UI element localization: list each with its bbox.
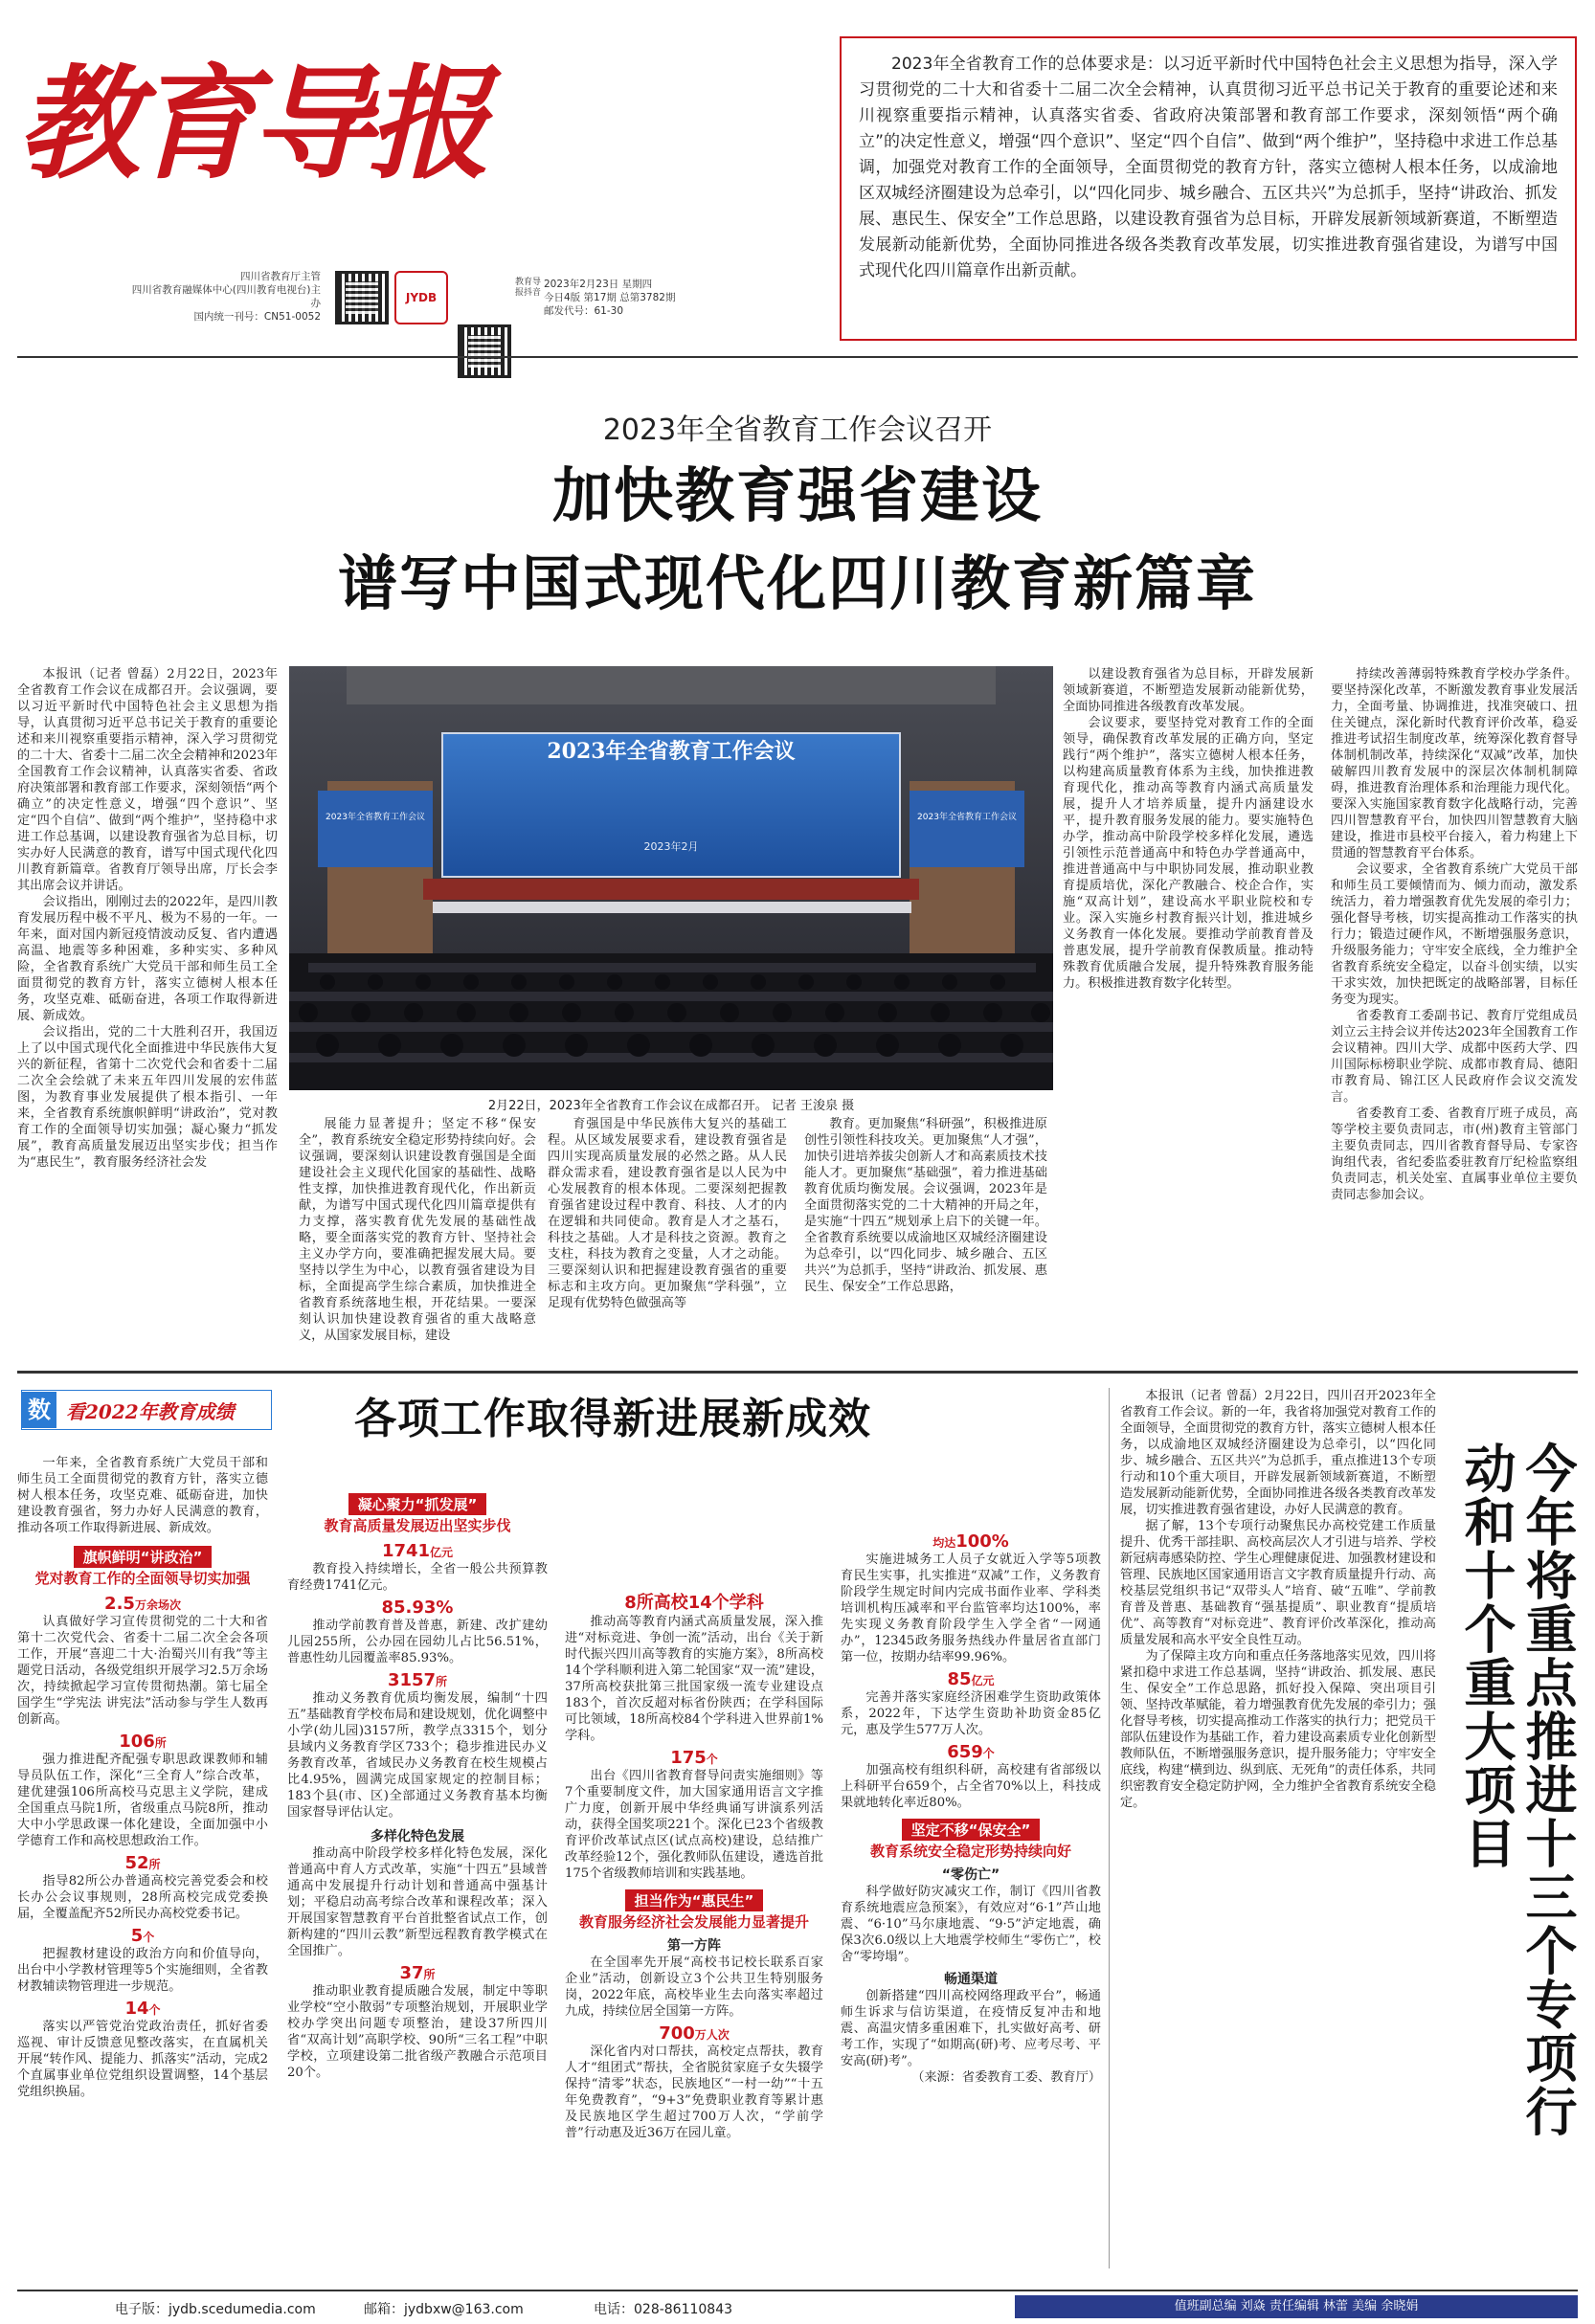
side-story-text <box>1120 1388 1436 2268</box>
section-divider <box>17 1371 1578 1374</box>
masthead-divider <box>17 356 1578 358</box>
photo-screen-right: 2023年全省教育工作会议 <box>917 813 1017 822</box>
stat-100: 均达100% <box>932 1531 1009 1552</box>
lead-headline-2: 谱写中国式现代化四川教育新篇章 <box>337 548 1257 618</box>
block2-sub: 教育高质量发展迈出坚实步伐 <box>324 1517 511 1534</box>
lead-col-5 <box>1063 666 1314 1355</box>
text-5: 把握教材建设的政治方向和价值导向，出台中小学教材管理等5个实施细则，全省教材教辅读物管理进一步规范。 <box>17 1947 268 1994</box>
block3-sub: 教育服务经济社会发展能力显著提升 <box>578 1913 809 1931</box>
sub-diverse: 多样化特色发展 <box>371 1829 464 1844</box>
text-first: 在全国率先开展“高校书记校长联系百家企业”活动，创新设立3个公共卫生特别服务岗，2022年底，高校毕业生去向落实率超过九成，持续位居全国第一方阵。 <box>565 1955 823 2019</box>
achievements-title: 各项工作取得新进展新成效 <box>354 1395 871 1443</box>
text-diverse: 推动高中阶段学校多样化特色发展，深化普通高中育人方式改革，实施“十四五”县域普通高中发展提升行动计划和普通高中强基计划；平稳启动高考综合改革和课程改革；深入开展国家智慧教育平台首批整省试点工作，创新构建的“四川云教”新型远程教育教学模式在全国推广。 <box>287 1846 548 1958</box>
photo-screen-left: 2023年全省教育工作会议 <box>326 813 425 822</box>
block2-banner: 凝心聚力“抓发展” <box>348 1493 487 1515</box>
lead-col-3 <box>548 1116 787 1355</box>
text-zero: 科学做好防灾减灾工作，制订《四川省教育系统地震应急预案》，有效应对“6·1”芦山地震、“6·10”马尔康地震、“9·5”泸定地震，确保3次6.0级以上大地震学校师生“零伤亡”，校舍“零垮塌”。 <box>841 1885 1101 1964</box>
stat-1741: 1741亿元 <box>381 1541 454 1561</box>
text-175: 出台《四川省教育督导问责实施细则》等7个重要制度文件，加大国家通用语言文字推广力度，创新开展中华经典诵写讲演系列活动，获得全国奖项221个。深化已23个省级教育评价改革试点区(试点高校)建设，总结推广改革经验12个，强化教师队伍建设，遴选首批175个省级教师培训和实践基地。 <box>565 1769 823 1881</box>
footer-divider <box>17 2290 1578 2291</box>
text-700: 深化省内对口帮扶，高校定点帮扶，教育人才“组团式”帮扶，全省脱贫家庭子女失辍学保持“清零”状态，民族地区“一村一幼”“十五年免费教育”，“9+3”免费职业教育等累计惠及民族地区学生超过700万人次，“学前学普”行动惠及近36万在园儿童。 <box>565 2045 823 2140</box>
issue-info <box>544 278 726 318</box>
text-3157: 推动义务教育优质均衡发展，编制“十四五”基础教育学校布局和建设规划，优化调整中小学(幼儿园)3157所，教学点3315个，划分县域内义务教育学区733个；稳步推进民办义务教育改革，省域民办义务教育在校生规模占比4.95%，圆满完成国家规定的控制目标；183个县(市、区)全部通过义务教育基本均衡国家督导评估认定。 <box>287 1691 548 1820</box>
footer-phone: 电话：028-86110843 <box>594 2302 733 2317</box>
qr-code-1[interactable] <box>335 271 389 324</box>
side-para-2: 据了解，13个专项行动聚焦民办高校党建工作质量提升、优秀干部挂职、高校高层次人才引进与培养、学校新冠病毒感染防控、学生心理健康促进、加强教材建设和管理、民族地区国家通用语言文字教育质量提升行动、高校基层党组织书记“双带头人”培育、破“五唯”、学前教育普及普惠、基础教育“强基提质”、职业教育“提质培优”、高等教育“对标竞进”、教育评价改革深化，推动高质量发展和高水平安全良性互动。 <box>1120 1519 1436 1647</box>
logo-mark: JYDB <box>394 271 448 324</box>
summary-box: 2023年全省教育工作的总体要求是：以习近平新时代中国特色社会主义思想为指导，深入学习贯彻党的二十大和省委十二届二次全会精神，认真贯彻习近平总书记关于教育的重要论述和来川视察重要指示精神，认真落实省委、省政府决策部署和教育部工作要求，深刻领悟“两个确立”的决定性意义，增强“四个意识”、坚定“四个自信”、做到“两个维护”，坚持稳中求进工作总基调，加强党对教育工作的全面领导，全面贯彻党的教育方针，落实立德树人根本任务，以成渝地区双城经济圈建设为总牵引，以“四化同步、城乡融合、五区共兴”为总抓手，坚持“讲政治、抓发展、惠民生、保安全”工作总思路，以建设教育强省为总目标，开辟发展新领域新赛道，不断塑造发展新动能新优势，全面协同推进各级各类教育改革发展，切实推进教育强省建设，为谱写中国式现代化四川篇章作出新贡献。 <box>840 36 1577 341</box>
qr-code-2[interactable] <box>458 324 511 378</box>
stat-25: 2.5万余场次 <box>104 1594 181 1614</box>
text-659: 加强高校有组织科研，高校建有省部级以上科研平台659个，占全省70%以上，科技成果就地转化率近80%。 <box>841 1763 1101 1810</box>
lead-col6-para: 会议要求，全省教育系统广大党员干部和师生员工要倾情而为、倾力而动，激发系统活力，着力增强教育优先发展的牵引力；强化督导考核，切实提高推动工作落实的执行力；锻造过硬作风，不断增强服务意识，升级服务能力；守牢安全底线，全力维护全省教育系统安全稳定，以奋斗创实绩，以实干求实效，加快把既定的战略部署，目标任务变为现实。 <box>1331 862 1578 1007</box>
stat-659: 659个 <box>947 1742 995 1762</box>
photo-date: 2023年2月 <box>643 840 699 853</box>
conference-photo <box>289 666 1053 1090</box>
qr-label-2: 教育导报抖音 <box>515 278 542 298</box>
lead-col-2 <box>299 1116 536 1355</box>
stat-700: 700万人次 <box>659 2023 730 2044</box>
photo-caption: 2月22日，2023年全省教育工作会议在成都召开。 记者 王浚泉 摄 <box>487 1099 855 1113</box>
stat-37: 37所 <box>399 1963 436 1983</box>
lead-col1-para: 会议指出，党的二十大胜利召开，我国迈上了以中国式现代化全面推进中华民族伟大复兴的新征程，省第十二次党代会和省委十二届二次全会绘就了未来五年四川发展的宏伟蓝图，为教育事业发展提供了根本指引、一年来，全省教育系统旗帜鲜明“讲政治”，党对教育工作的全面领导切实加强；凝心聚力“抓发展”，教育高质量发展迈出坚实步伐；担当作为“惠民生”，教育服务经济社会发 <box>17 1025 278 1170</box>
lead-col4-para: 教育。更加聚焦“科研强”，积极推进原创性引领性科技攻关。更加聚焦“人才强”，加快引进培养拔尖创新人才和高素质技术技能人才。更加聚焦“基础强”，着力推进基础教育优质均衡发展。会议强调，2023年是全面贯彻落实党的二十大精神的开局之年，是实施“十四五”规划承上启下的关键一年。全省教育系统要以成渝地区双城经济圈建设为总牵引，以“四化同步、城乡融合、五区共兴”为总抓手，坚持“讲政治、抓发展、惠民生、保安全”工作总思路， <box>804 1117 1047 1294</box>
lead-col1-para: 本报讯（记者 曾磊）2月22日，2023年全省教育工作会议在成都召开。会议强调，要以习近平新时代中国特色社会主义思想为指导，认真贯彻习近平总书记关于教育的重要论述和来川视察重要指示精神，深入学习贯彻党的二十大、省委十二届二次全会精神和2023年全国教育工作会议精神，认真落实省委、省政府决策部署和教育部工作要求，深刻领悟“两个确立”的决定性意义，增强“四个意识”、坚定“四个自信”、做到“两个维护”，坚持稳中求进工作总基调，以建设教育强省为总目标，切实办好人民满意的教育，谱写中国式现代化四川教育新篇章。省教育厅领导出席，厅长会李其出席会议并讲话。 <box>17 667 278 893</box>
photo-banner: 2023年全省教育工作会议 <box>547 739 796 764</box>
stat-8-14: 8所高校14个学科 <box>624 1593 764 1613</box>
footer-editors: 值班副总编 刘焱 责任编辑 林蕾 美编 余晓娟 <box>1015 2295 1578 2318</box>
text-14: 落实以严管党治党政治责任，抓好省委巡视、审计反馈意见整改落实，在直属机关开展“转作风、提能力、抓落实”活动，完成2个直属事业单位党组织设置调整，14个基层党组织换届。 <box>17 2020 268 2099</box>
text-smooth: 创新搭建“四川高校网络理政平台”，畅通师生诉求与信访渠道，在疫情反复冲击和地震、高温灾情多重困难下，扎实做好高考、研考工作，实现了“如期高(研)考、应考尽考、平安高(研)考”。 <box>841 1989 1101 2068</box>
sub-first: 第一方阵 <box>667 1938 721 1954</box>
lead-headline-1: 加快教育强省建设 <box>551 460 1043 530</box>
postal-code: 邮发代号：61-30 <box>544 305 624 317</box>
text-85: 完善并落实家庭经济困难学生资助政策体系，2022年，下达学生资助补助资金85亿元，惠及学生577万人次。 <box>841 1690 1101 1737</box>
stat-14: 14个 <box>124 1999 161 2019</box>
sponsor-info <box>129 270 321 324</box>
side-divider <box>1109 1388 1110 2268</box>
achievements-col-d <box>841 1455 1101 2268</box>
stat-106: 106所 <box>119 1732 167 1752</box>
footer-web[interactable]: 电子版：jydb.scedumedia.com <box>115 2302 316 2317</box>
lead-col1-para: 会议指出，刚刚过去的2022年，是四川教育发展历程中极不平凡、极为不易的一年。一年来，面对国内新冠疫情波动反复、省内遭遇高温、地震等多种困难，多种实实、多种风险，全省教育系统广大党员干部和师生员工全面贯彻党的教育方针，落实立德树人根本任务，攻坚克难、砥砺奋进，各项工作取得新进展、新成效。 <box>17 895 278 1023</box>
source-note: （来源：省委教育工委、教育厅） <box>911 2070 1101 2085</box>
conference-photo-art <box>289 666 1053 1090</box>
footer-mail[interactable]: 邮箱：jydbxw@163.com <box>364 2302 524 2317</box>
block3-banner: 担当作为“惠民生” <box>625 1889 764 1911</box>
sub-smooth: 畅通渠道 <box>944 1972 998 1987</box>
section-tag-icon: 数 <box>22 1392 56 1428</box>
stat-175: 175个 <box>670 1748 718 1768</box>
lead-col6-para: 省委教育工委副书记、教育厅党组成员刘立云主持会议并传达2023年全国教育工作会议精神。四川大学、成都中医药大学、四川国际标榜职业学院、成都市教育局、德阳市教育局、锦江区人民政府作会议交流发言。 <box>1331 1009 1578 1105</box>
lead-col-4 <box>804 1116 1047 1355</box>
cn-number: 国内统一刊号：CN51-0052 <box>193 311 321 323</box>
stat-8593: 85.93% <box>381 1598 454 1618</box>
achievements-col-b <box>287 1455 548 2268</box>
lead-col6-para: 持续改善薄弱特殊教育学校办学条件。要坚持深化改革，不断激发教育事业发展活力，全面考量、协调推进，找准突破口、扭住关键点，深化新时代教育评价改革，稳妥推进考试招生制度改革，统筹深化教育督导体制机制改革，持续深化“双减”改革，加快破解四川教育发展中的深层次体制机制障碍，推进教育治理体系和治理能力现代化。要深入实施国家教育数字化战略行动，完善四川智慧教育平台，加快四川智慧教育大脑建设，推进市县校平台接入，着力构建上下贯通的智慧教育平台体系。 <box>1331 667 1578 860</box>
sponsor-line-2: 四川省教育融媒体中心(四川教育电视台)主办 <box>131 284 321 309</box>
masthead-title: 教育导报 <box>17 53 485 196</box>
block1-sub: 党对教育工作的全面领导切实加强 <box>34 1570 251 1587</box>
block1-banner: 旗帜鲜明“讲政治” <box>74 1546 213 1568</box>
side-headline: 今年将重点推进十三个专项行动和十个重大项目 <box>1456 1441 1578 2138</box>
stat-5: 5个 <box>130 1926 155 1946</box>
lead-kicker: 2023年全省教育工作会议召开 <box>602 413 993 447</box>
text-52: 指导82所公办普通高校完善党委会和校长办公会议事规则，28所高校完成党委换届，全覆盖配齐52所民办高校党委书记。 <box>17 1874 268 1921</box>
text-106: 强力推进配齐配强专职思政课教师和辅导员队伍工作，深化“三全育人”综合改革，建优建强106所高校马克思主义学院，建成全国重点马院1所，省级重点马院8所，推动大中小学思政课一体化建设，全面加强中小学德育工作和高校思想政治工作。 <box>17 1753 268 1848</box>
achievements-col-c <box>565 1455 823 2268</box>
text-100: 实施进城务工人员子女就近入学等5项教育民生实事，扎实推进“双减”工作，义务教育阶段学生规定时间内完成书面作业率、学科类培训机构压减率和平台监管率均达100%，率先实现义务教育阶段学生入学全省“一网通办”，12345政务服务热线办件量居省直部门第一位，按期办结率99.96%。 <box>841 1553 1101 1665</box>
stat-52: 52所 <box>124 1853 161 1873</box>
achievements-intro: 一年来，全省教育系统广大党员干部和师生员工全面贯彻党的教育方针，落实立德树人根本任务，攻坚克难、砥砺奋进，加快建设教育强省，努力办好人民满意的教育，推动各项工作取得新进展、新成效。 <box>17 1456 268 1535</box>
sponsor-line-1: 四川省教育厅主管 <box>240 271 321 282</box>
sub-zero: “零伤亡” <box>941 1867 1000 1883</box>
issue-date: 2023年2月23日 星期四 <box>544 279 653 290</box>
text-25: 认真做好学习宣传贯彻党的二十大和省第十二次党代会、省委十二届二次全会各项工作，开展“喜迎二十大·治蜀兴川有我”等主题党日活动，各级党组织开展学习2.5万余场次，持续掀起学习宣传贯彻热潮。第七届全国学生“学宪法 讲宪法”活动参与学生人数再创新高。 <box>17 1615 268 1727</box>
lead-col5-para: 以建设教育强省为总目标，开辟发展新领域新赛道，不断塑造发展新动能新优势，全面协同推进各级教育改革发展。 <box>1063 667 1314 714</box>
side-lead: 本报讯（记者 曾磊）2月22日，四川召开2023年全省教育工作会议。新的一年，我省将加强党对教育工作的全面领导，全面贯彻党的教育方针，落实立德树人根本任务，以成渝地区双城经济圈建设为总牵引，以“四化同步、城乡融合、五区共兴”为总抓手，重点推进13个专项行动和10个重大项目，开辟发展新领域新赛道，不断塑造发展新动能新优势，全面协同推进各级各类教育改革发展，切实推进教育强省建设，办好人民满意的教育。 <box>1120 1389 1436 1517</box>
achievements-col-a <box>17 1455 268 2099</box>
issue-number: 今日4版 第17期 总第3782期 <box>544 292 676 303</box>
block4-banner: 坚定不移“保安全” <box>902 1819 1041 1841</box>
stat-3157: 3157所 <box>387 1670 448 1690</box>
text-8-14: 推动高等教育内涵式高质量发展，深入推进“对标竞进、争创一流”活动，出台《关于新时代振兴四川高等教育的实施方案》，8所高校14个学科顺利进入第二轮国家“双一流”建设，37所高校获批第三批国家级一流专业建设点183个，首次反超对标省份陕西；在学科国际可比领域，18所高校84个学科进入世界前1%学科。 <box>565 1615 823 1743</box>
side-para-3: 为了保障主攻方向和重点任务落地落实见效，四川将紧扣稳中求进工作总基调，坚持“讲政治、抓发展、惠民生、保安全”工作总思路，抓好投入保障、突出项目引领、坚持改革赋能，着力增强教育优先发展的牵引力；强化督导考核，切实提高推动工作落实的执行力；把党员干部队伍建设作为基础工作，着力建设高素质专业化创新型教师队伍，不断增强服务意识，提升服务能力；守牢安全底线，构建“横到边、纵到底、无死角”的责任体系，共同织密教育安全稳定防护网，全力维护全省教育系统安全稳定。 <box>1120 1649 1436 1810</box>
stat-85: 85亿元 <box>947 1669 995 1689</box>
section-tag-label: 看2022年教育成绩 <box>66 1399 235 1423</box>
lead-col2-para: 展能力显著提升；坚定不移“保安全”，教育系统安全稳定形势持续向好。会议强调，要深刻认识建设教育强国是全面建设社会主义现代化国家的基础性、战略性支撑，加快推进教育现代化，作出新贡献，为谱写中国式现代化四川篇章提供有力支撑，落实教育优先发展的基础性战略，要全面落实党的教育方针、坚持社会主义办学方向，要准确把握发展大局。要坚持以学生为中心，以教育强省建设为目标，全面提高学生综合素质，加快推进全省教育系统落地生根，开花结果。一要深刻认识加快建设教育强省的重大战略意义，从国家发展目标，建设 <box>299 1117 536 1343</box>
text-1741: 教育投入持续增长，全省一般公共预算教育经费1741亿元。 <box>287 1562 548 1593</box>
section-tag <box>21 1390 272 1430</box>
text-8593: 推动学前教育普及普惠，新建、改扩建幼儿园255所，公办园在园幼儿占比56.51%，普惠性幼儿园覆盖率85.93%。 <box>287 1619 548 1665</box>
lead-col3-para: 育强国是中华民族伟大复兴的基础工程。从区域发展要求看，建设教育强省是四川实现高质量发展的必然之路。从人民群众需求看，建设教育强省是以人民为中心发展教育的根本体现。二要深刻把握教育强省建设过程中教育、科技、人才的内在逻辑和共同使命。教育是人才之基石，科技之基础。人才是科技之资源。教育之支柱，科技为教育之变量，人才之动能。三要深刻认识和把握建设教育强省的重要标志和主攻方向。更加聚焦“学科强”，立足现有优势特色做强高等 <box>548 1117 787 1310</box>
text-37: 推动职业教育提质融合发展，制定中等职业学校“空小散弱”专项整治规划，开展职业学校办学突出问题专项整治，建设37所四川省“双高计划”高职学校、90所“三名工程”中职学校，立项建设第二批省级产教融合示范项目20个。 <box>287 1984 548 2080</box>
lead-col5-para: 会议要求，要坚持党对教育工作的全面领导，确保教育改革发展的正确方向，坚定践行“两个维护”，落实立德树人根本任务，以构建高质量教育体系为主线，加快推进教育现代化，推动高等教育内涵式高质量发展，提升人才培养质量，提升内涵建设水平，提升教育服务发展的能力。要实施特色办学，推动高中阶段学校多样化发展，遴选引领性示范普通高中和特色办学普通高中，推进普通高中与中职协同发展，推动职业教育提质培优，深化产教融合、校企合作，实施“双高计划”，建设高水平职业院校和专业。深入实施乡村教育振兴计划，推进城乡义务教育一体化发展。要推动学前教育普及普惠发展，提升学前教育保教质量。推动特殊教育优质融合发展，提升特殊教育服务能力。积极推进教育数字化转型。 <box>1063 716 1314 991</box>
lead-col-6 <box>1331 666 1578 1355</box>
lead-col-1 <box>17 666 278 1355</box>
block4-sub: 教育系统安全稳定形势持续向好 <box>869 1843 1071 1860</box>
lead-col6-para: 省委教育工委、省教育厅班子成员，高等学校主要负责同志，市(州)教育主管部门主要负责同志，四川省教育督导局、专家咨询组代表，省纪委监委驻教育厅纪检监察组负责同志，机关处室、直属事业单位主要负责同志参加会议。 <box>1331 1106 1578 1202</box>
